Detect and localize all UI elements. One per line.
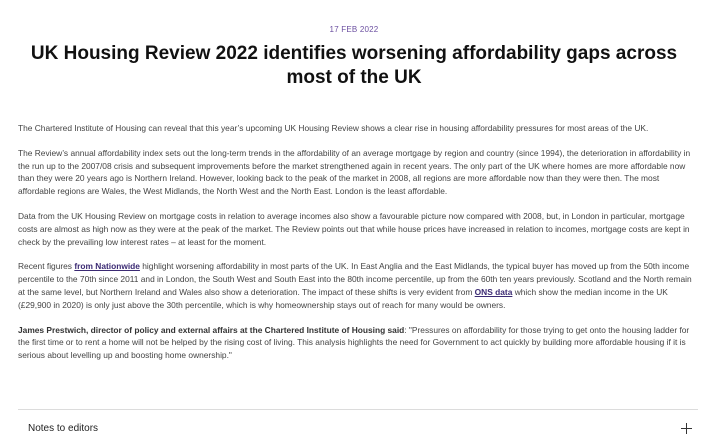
paragraph-intro: The Chartered Institute of Housing can reveal that this year’s upcoming UK Housing Review shows a clear rise in housing affordability pressures for most areas of the UK.: [18, 123, 649, 133]
quote-text: : "Pressures on affordability for those trying to get onto the housing ladder for the first time or to rent a home will not be helped by the rising cost of living. This analysis highlights the need for Government to act quickly by building more affordable housing if it is serious about levelling up and boosting home ownership.": [18, 324, 690, 361]
paragraph-recent-figures: [18, 260, 698, 311]
page-title: UK Housing Review 2022 identifies worsening affordability gaps across most of the UK: [30, 43, 678, 88]
nationwide-link[interactable]: from Nationwide: [74, 261, 140, 272]
text-segment: Recent figures: [18, 261, 75, 272]
notes-to-editors-accordion[interactable]: [28, 418, 692, 438]
accordion-label: Notes to editors: [28, 422, 99, 434]
text-segment: highlight worsening affordability in most parts of the UK. In East Anglia and the East Midlands, the typical buyer has moved up from the 50th income percentile to the 70th since 2011 and in London, the South West and South East into the 80th income percentile, up from the 60th ten years previously. Scotland and the North remain at the same level, but Northern Ireland and Wales also show a deterioration. The impact of these shifts is very evident from: [18, 261, 692, 297]
divider: [18, 409, 698, 410]
paragraph-affordability-index: The Review’s annual affordability index sets out the long-term trends in the affordability of an average mortgage by region and country (since 1994), the deterioration in affordability in the run up to the 2007/08 crisis and subsequent improvements before the market strengthened again in recent years. The only part of the UK where homes are more affordable now than they were 20 years ago is Northern Ireland. However, looking back to the peak of the market in 2008, all regions are more affordable now than they were then. The most affordable regions are Wales, the West Midlands, the North West and the North East. London is the least affordable.: [18, 147, 691, 197]
article-body: [18, 122, 698, 374]
article-date: 17 FEB 2022: [329, 25, 379, 34]
paragraph-mortgage-costs: Data from the UK Housing Review on mortgage costs in relation to average incomes also show a favourable picture now compared with 2008, but, in London in particular, mortgage costs are almost as high now as they were at the peak of the market. The Review points out that while house prices have increased in relation to incomes, mortgage costs are kept in check by the prevailing low interest rates – at least for the moment.: [18, 210, 690, 247]
paragraph-quote: [18, 324, 698, 362]
text-segment: which show the median income in the UK (£29,900 in 2020) is only just above the 30th percentile, which is why homeownership stays out of reach for many would be owners.: [18, 286, 668, 310]
plus-icon[interactable]: [681, 423, 692, 434]
ons-data-link[interactable]: ONS data: [474, 286, 513, 297]
quote-speaker: James Prestwich, director of policy and external affairs at the Chartered Institute of Housing said: [18, 324, 405, 335]
